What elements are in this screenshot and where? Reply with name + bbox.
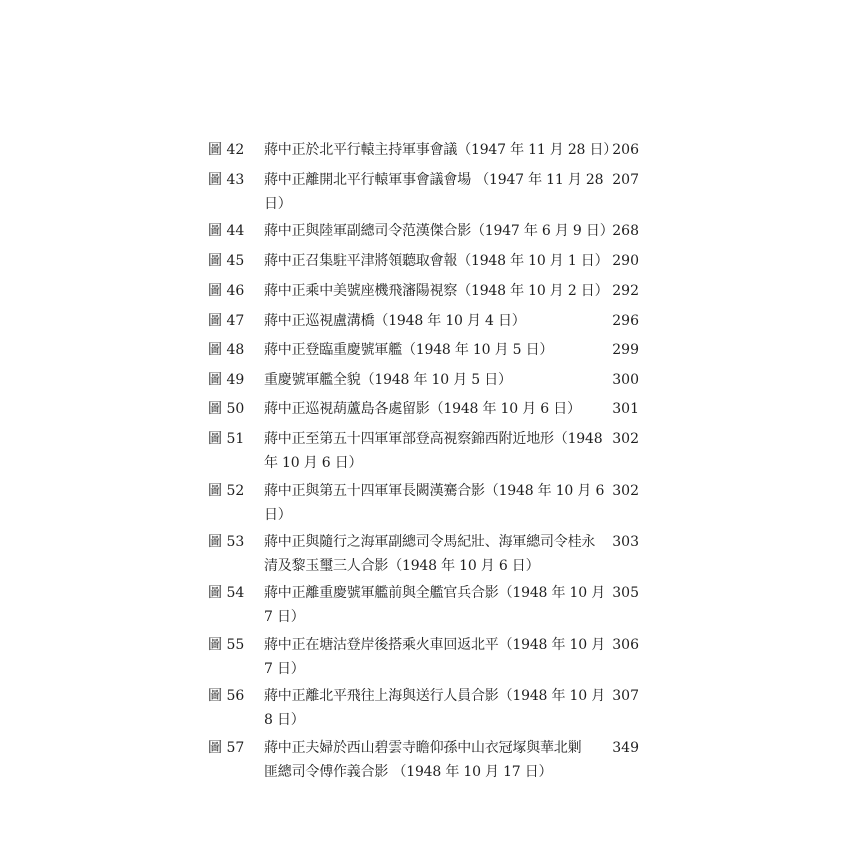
figure-label: 圖 45 bbox=[208, 253, 245, 269]
page-number: 303 bbox=[612, 534, 639, 550]
figure-title bbox=[264, 279, 609, 303]
figure-title-line: 蔣中正離重慶號軍艦前與全艦官兵合影（1948 年 10 月 bbox=[264, 585, 605, 601]
figure-title-line: 蔣中正登臨重慶號軍艦（1948 年 10 月 5 日） bbox=[264, 342, 554, 358]
figure-title bbox=[264, 479, 605, 527]
page-number: 300 bbox=[612, 372, 639, 388]
figure-label: 圖 57 bbox=[208, 740, 245, 756]
figure-title-line: 清及黎玉璽三人合影（1948 年 10 月 6 日） bbox=[264, 558, 540, 574]
figure-title-line: 蔣中正離開北平行轅軍事會議會場 （1947 年 11 月 28 bbox=[264, 172, 604, 188]
figure-title-line: 日） bbox=[264, 507, 292, 523]
figure-title-line: 蔣中正與第五十四軍軍長闕漢騫合影（1948 年 10 月 6 bbox=[264, 483, 605, 499]
figure-title-line: 蔣中正召集駐平津將領聽取會報（1948 年 10 月 1 日） bbox=[264, 253, 609, 269]
page-number: 299 bbox=[612, 342, 639, 358]
page-number: 305 bbox=[612, 585, 639, 601]
figure-title bbox=[264, 397, 594, 421]
figure-title-line: 蔣中正至第五十四軍軍部登高視察錦西附近地形（1948 bbox=[264, 431, 603, 447]
figure-title bbox=[264, 168, 604, 216]
figure-title bbox=[264, 736, 594, 784]
figure-title-line: 蔣中正巡視葫蘆島各處留影（1948 年 10 月 6 日） bbox=[264, 401, 581, 417]
figure-label: 圖 48 bbox=[208, 342, 245, 358]
figure-label: 圖 42 bbox=[208, 142, 245, 158]
page-number: 302 bbox=[612, 483, 639, 499]
figure-title-line: 重慶號軍艦全貌（1948 年 10 月 5 日） bbox=[264, 372, 512, 388]
figure-title bbox=[264, 581, 605, 629]
figure-title bbox=[264, 633, 605, 681]
figure-title-line: 蔣中正與陸軍副總司令范漢傑合影（1947 年 6 月 9 日） bbox=[264, 223, 614, 239]
page-number: 306 bbox=[612, 637, 639, 653]
figure-title bbox=[264, 219, 614, 243]
page-number: 268 bbox=[612, 223, 639, 239]
figure-title bbox=[264, 249, 609, 273]
figure-label: 圖 44 bbox=[208, 223, 245, 239]
figure-title-line: 蔣中正於北平行轅主持軍事會議（1947 年 11 月 28 日） bbox=[264, 142, 618, 158]
figure-title-line: 8 日） bbox=[264, 712, 305, 728]
figure-title-line: 蔣中正與隨行之海軍副總司令馬紀壯、海軍總司令桂永 bbox=[264, 534, 596, 550]
figure-label: 圖 56 bbox=[208, 688, 245, 704]
figure-title-line: 年 10 月 6 日） bbox=[264, 455, 363, 471]
figure-label: 圖 46 bbox=[208, 283, 245, 299]
figure-title bbox=[264, 530, 594, 578]
figure-title-line: 蔣中正在塘沽登岸後搭乘火車回返北平（1948 年 10 月 bbox=[264, 637, 605, 653]
page-number: 349 bbox=[612, 740, 639, 756]
figure-title-line: 蔣中正夫婦於西山碧雲寺瞻仰孫中山衣冠塚與華北剿 bbox=[264, 740, 582, 756]
figure-title bbox=[264, 138, 618, 162]
figure-title bbox=[264, 338, 594, 362]
figure-label: 圖 55 bbox=[208, 637, 245, 653]
figure-label: 圖 51 bbox=[208, 431, 245, 447]
figure-title-line: 匪總司令傅作義合影 （1948 年 10 月 17 日） bbox=[264, 764, 553, 780]
page-number: 296 bbox=[612, 313, 639, 329]
figure-title-line: 7 日） bbox=[264, 661, 305, 677]
figure-title-line: 日） bbox=[264, 196, 292, 212]
figure-title bbox=[264, 684, 605, 732]
page-number: 301 bbox=[612, 401, 639, 417]
figure-label: 圖 43 bbox=[208, 172, 245, 188]
figure-title bbox=[264, 427, 603, 475]
page-number: 307 bbox=[612, 688, 639, 704]
figure-title-line: 蔣中正巡視盧溝橋（1948 年 10 月 4 日） bbox=[264, 313, 526, 329]
figure-title bbox=[264, 309, 594, 333]
figure-label: 圖 47 bbox=[208, 313, 245, 329]
figure-title-line: 蔣中正乘中美號座機飛瀋陽視察（1948 年 10 月 2 日） bbox=[264, 283, 609, 299]
figure-label: 圖 52 bbox=[208, 483, 245, 499]
figure-label: 圖 49 bbox=[208, 372, 245, 388]
figure-title-line: 蔣中正離北平飛往上海與送行人員合影（1948 年 10 月 bbox=[264, 688, 605, 704]
figure-label: 圖 53 bbox=[208, 534, 245, 550]
figure-title bbox=[264, 368, 594, 392]
page-number: 290 bbox=[612, 253, 639, 269]
figure-label: 圖 50 bbox=[208, 401, 245, 417]
page-number: 207 bbox=[612, 172, 639, 188]
figure-label: 圖 54 bbox=[208, 585, 245, 601]
page-number: 292 bbox=[612, 283, 639, 299]
page-number: 302 bbox=[612, 431, 639, 447]
figure-title-line: 7 日） bbox=[264, 609, 305, 625]
page-number: 206 bbox=[612, 142, 639, 158]
